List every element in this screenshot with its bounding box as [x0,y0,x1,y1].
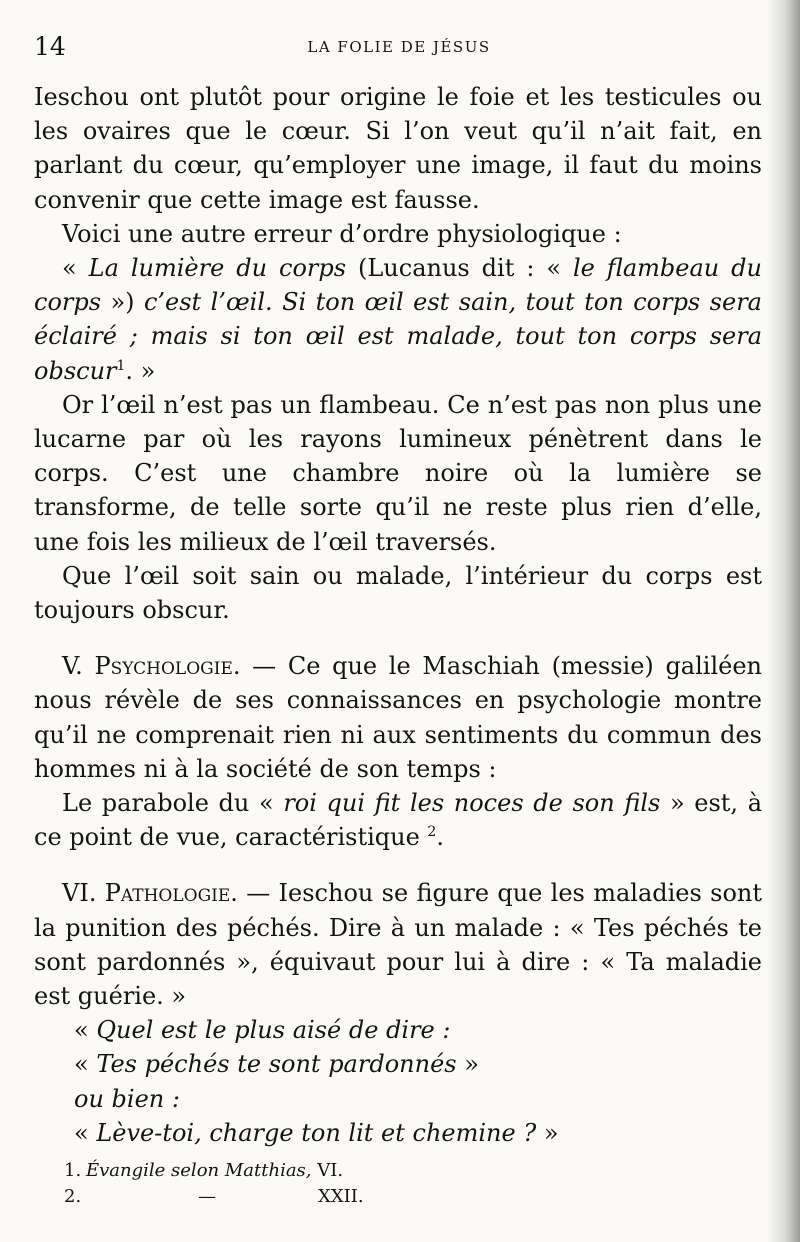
footnote-number: 2. [64,1186,82,1207]
italic-text: c’est l’œil. Si ton œil est sain, tout ton corps sera éclairé ; mais si ton œil est malade, tout ton corps sera obscur [34,288,762,385]
footnote-ref: 2 [427,824,437,841]
footnote-ref: 1 [116,357,126,374]
quote-line: « Tes péchés te sont pardonnés » [74,1050,479,1079]
paragraph: Que l’œil soit sain ou malade, l’intérieur du corps est toujours obscur. [34,561,762,625]
footnote-reference: XXII. [318,1186,364,1207]
text: » est, à ce point de vue, caractéristique [34,789,763,852]
quote-line: « Lève-toi, charge ton lit et chemine ? » [74,1118,559,1147]
paragraph: Voici une autre erreur d’ordre physiologique : [62,219,622,248]
italic-text: le flambeau du corps [34,254,762,317]
text: . » [125,356,156,385]
text: . [436,823,444,852]
text: — Ce que le Maschiah (messie) galiléen nous révèle de ses connaissances en psychologie montre qu’il ne comprenait rien ni aux sentiments du commun des hommes ni à la société de son temps : [34,652,762,783]
section-paragraph [34,876,762,1013]
footnotes [64,1158,444,1210]
paragraph [34,786,762,854]
block-quote [34,1013,762,1150]
ditto-dash: — [198,1186,216,1207]
page-edge-shadow [766,0,800,1242]
text: (Lucanus dit : « [346,254,573,283]
quote-line: ou bien : [74,1084,180,1113]
text: Le parabole du « [62,789,284,818]
body-text [34,80,762,1150]
section-heading: VI. Pathologie. [62,879,238,908]
footnote-text: Évangile selon Matthias, VI. [86,1160,344,1181]
footnote-number: 1. [64,1160,82,1181]
running-title: LA FOLIE DE JÉSUS [307,38,491,56]
italic-text: La lumière du corps [88,254,347,283]
text: — Ieschou se figure que les maladies sont la punition des péchés. Dire à un malade : « Tes péchés te sont pardonnés », équivaut pour lui à dire : « Ta maladie est guérie. » [34,879,762,1011]
footnote [64,1158,444,1184]
page-header [34,34,764,60]
paragraph: Or l’œil n’est pas un flambeau. Ce n’est pas non plus une lucarne par où les rayons lumineux pénètrent dans le corps. C’est une chambre noire où la lumière se transforme, de telle sorte qu’il ne reste plus rien d’elle, une fois les milieux de l’œil traversés. [34,390,762,556]
text: ») [101,288,144,317]
paragraph-quote [34,251,762,388]
footnote [64,1184,444,1210]
italic-text: roi qui fit les noces de son fils [283,789,661,818]
quote-line: « Quel est le plus aisé de dire : [74,1016,451,1045]
section-paragraph [34,649,762,786]
paragraph: Ieschou ont plutôt pour origine le foie et les testicules ou les ovaires que le cœur. Si l’on veut qu’il n’ait fait, en parlant du cœur, qu’employer une image, il faut du moins convenir que cette image est fausse. [34,83,762,214]
page-number: 14 [34,32,66,61]
quote-mark: « [62,254,89,283]
section-heading: V. Psychologie. [62,652,241,681]
